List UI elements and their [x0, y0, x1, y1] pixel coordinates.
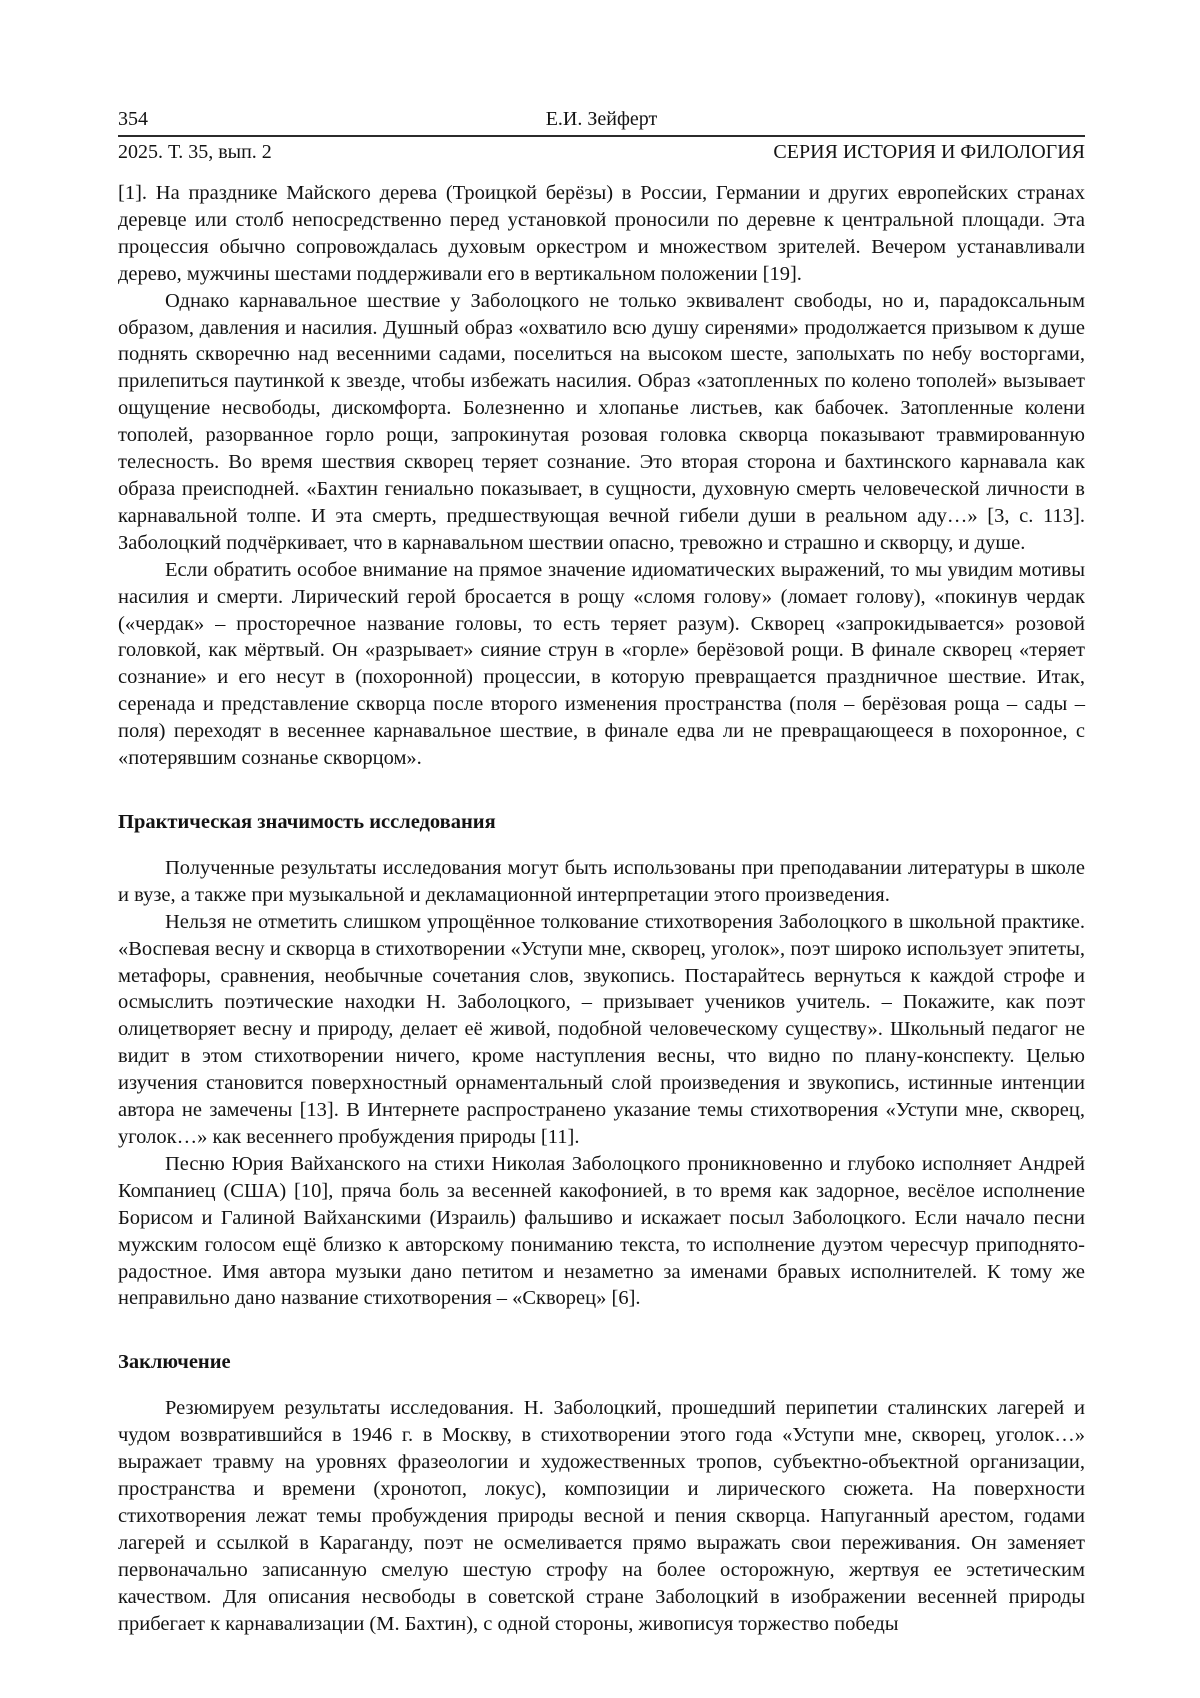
paragraph-continuation: [1]. На празднике Майского дерева (Троицкой берёзы) в России, Германии и других европейских странах деревце или столб непосредственно перед установкой проносили по деревне к центральной площади. Эта процессия обычно сопровождалась духовым оркестром и множеством зрителей. Вечером устанавливали дерево, мужчины шестами поддерживали его в вертикальном положении [19].: [118, 182, 1085, 285]
paragraph-carnival-procession: Однако карнавальное шествие у Заболоцкого не только эквивалент свободы, но и, парадоксальным образом, давления и насилия. Душный образ «охватило всю душу сиренями» продолжается призывом к душе поднять скворечню над весенними садами, поселиться на высоком шесте, заполыхать по небу восторгами, прилепиться паутинкой к звезде, чтобы избежать насилия. Образ «затопленных по колено тополей» вызывает ощущение несвободы, дискомфорта. Болезненно и хлопанье листьев, как бабочек. Затопленные колени тополей, разорванное горло рощи, запрокинутая розовая головка скворца показывают травмированную телесность. Во время шествия скворец теряет сознание. Это вторая сторона и бахтинского карнавала как образа преисподней. «Бахтин гениально показывает, в сущности, духовную смерть человеческой личности в карнавальной толпе. И эта смерть, предшествующая вечной гибели души в реальном аду…» [3, с. 113]. Заболоцкий подчёркивает, что в карнавальном шествии опасно, тревожно и страшно и скворцу, и душе.: [118, 289, 1085, 554]
paragraph-practical-use: Полученные результаты исследования могут быть использованы при преподавании литературы в школе и вузе, а также при музыкальной и декламационной интерпретации этого произведения.: [118, 856, 1085, 906]
section-heading-practical-significance: Практическая значимость исследования: [118, 810, 496, 833]
section-heading-conclusion: Заключение: [118, 1351, 231, 1374]
header-rule: [118, 135, 1085, 137]
paragraph-school-practice: Нельзя не отметить слишком упрощённое толкование стихотворения Заболоцкого в школьной практике. «Воспевая весну и скворца в стихотворении «Уступи мне, скворец, уголок», поэт широко использует эпитеты, метафоры, сравнения, необычные сочетания слов, звукопись. Постарайтесь вернуться к каждой строфе и осмыслить поэтические находки Н. Заболоцкого, – призывает учеников учитель. – Покажите, как поэт олицетворяет весну и природу, делает её живой, подобной человеческому существу». Школьный педагог не видит в этом стихотворении ничего, кроме наступления весны, что видно по плану-конспекту. Целью изучения становится поверхностный орнаментальный слой произведения и звукопись, истинные интенции автора не замечены [13]. В Интернете распространено указание темы стихотворения «Уступи мне, скворец, уголок…» как весеннего пробуждения природы [11].: [118, 910, 1085, 1148]
issue-info: 2025. Т. 35, вып. 2: [118, 141, 272, 163]
running-header-row-top: [118, 106, 1085, 133]
series-title: СЕРИЯ ИСТОРИЯ И ФИЛОЛОГИЯ: [773, 141, 1085, 163]
paragraph-idioms: Если обратить особое внимание на прямое значение идиоматических выражений, то мы увидим мотивы насилия и смерти. Лирический герой бросается в рощу «сломя голову» (ломает голову), «покинув чердак («чердак» – просторечное название головы, то есть теряет разум). Скворец «запрокидывается» розовой головкой, как мёртвый. Он «разрывает» сияние струн в «горле» берёзовой рощи. В финале скворец «теряет сознание» и его несут в (похоронной) процессии, в которую превращается праздничное шествие. Итак, серенада и представление скворца после второго изменения пространства (поля – берёзовая роща – сады – поля) переходят в весеннее карнавальное шествие, в финале едва ли не превращающееся в похоронное, с «потерявшим сознанье скворцом».: [118, 558, 1085, 770]
running-header-row-bottom: [118, 138, 1085, 166]
page-number: 354: [118, 108, 148, 130]
article-body: [118, 180, 1085, 1638]
paragraph-song-performances: Песню Юрия Вайханского на стихи Николая Заболоцкого проникновенно и глубоко исполняет Андрей Компаниец (США) [10], пряча боль за весенней какофонией, в то время как задорное, весёлое исполнение Борисом и Галиной Вайханскими (Израиль) фальшиво и искажает посыл Заболоцкого. Если начало песни мужским голосом ещё близко к авторскому пониманию текста, то исполнение дуэтом чересчур приподнято-радостное. Имя автора музыки дано петитом и незаметно за именами бравых исполнителей. К тому же неправильно дано название стихотворения – «Скворец» [6].: [118, 1152, 1085, 1310]
running-header: [118, 106, 1085, 166]
paragraph-conclusion-summary: Резюмируем результаты исследования. Н. Заболоцкий, прошедший перипетии сталинских лагерей и чудом возвратившийся в 1946 г. в Москву, в стихотворении этого года «Уступи мне, скворец, уголок…» выражает травму на уровнях фразеологии и художественных тропов, субъектно-объектной организации, пространства и времени (хронотоп, локус), композиции и лирического сюжета. На поверхности стихотворения лежат темы пробуждения природы весной и пения скворца. Напуганный арестом, годами лагерей и ссылкой в Караганду, поэт не осмеливается прямо выражать свои переживания. Он заменяет первоначально записанную смелую шестую строфу на более осторожную, жертвуя ее эстетическим качеством. Для описания несвободы в советской стране Заболоцкий в изображении весенней природы прибегает к карнавализации (М. Бахтин), с одной стороны, живописуя торжество победы: [118, 1397, 1085, 1635]
running-author: Е.И. Зейферт: [545, 108, 658, 130]
